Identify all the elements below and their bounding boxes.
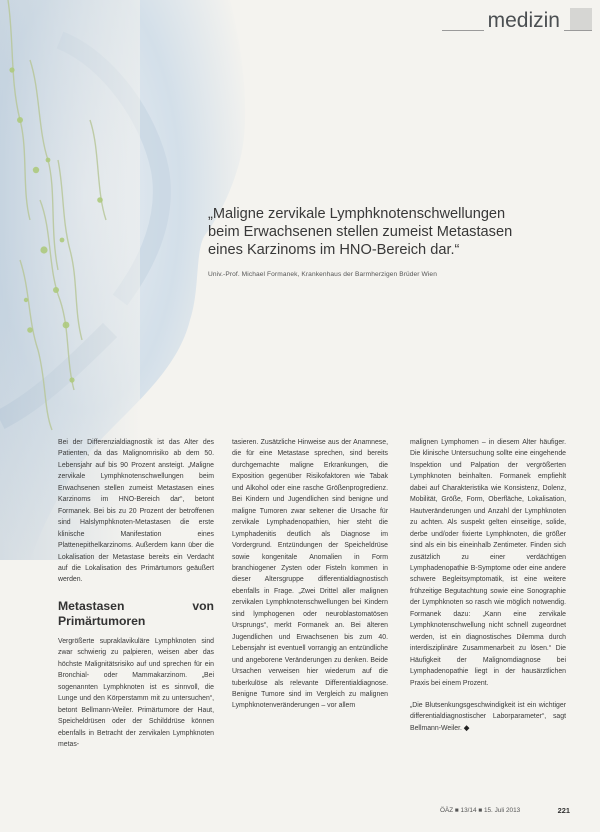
article-column-1 (58, 437, 214, 750)
paragraph: tasieren. Zusätzliche Hinweise aus der Anamnese, die für eine Metastase sprechen, sind bereits durchgemachte maligne Erkrankungen, die Exposition gegenüber Risikofaktoren wie Tabak und Alkohol oder eine rasche Größenprogredienz. Bei Kindern und Jugendlichen sind benigne und maligne Tumoren zwar seltener die Ursache für zervikale Lymphadenopathien, hier steht die Lymphadenitis deutlich als Diagnose im Vordergrund. Entzündungen der Speicheldrüse sowie kongenitale Anomalien in Form branchiogener Zysten oder Fisteln kommen in dieser Altersgruppe differentialdiagnostisch ebenfalls in Frage. „Zwei Drittel aller malignen zervikalen Lymphknotenschwellungen bei Kindern sind lymphogenen oder neuroblastomatösen Ursprungs“, merkt Formanek an. Bei älteren Jugendlichen und Erwachsenen bis zum 40. Lebensjahr ist eventuell vorrangig an entzündliche und angeborene Veränderungen zu denken. Beide Ursachen verweisen hier wiederum auf die tuberkulöse als relevante Differentialdiagnose. Benigne Tumore sind im Vergleich zu malignen Lymphknotenveränderungen – vor allem (232, 439, 388, 710)
paragraph: Vergrößerte supraklavikuläre Lymphknoten sind zwar schwierig zu palpieren, weisen aber das höchste Malignitätsrisiko auf und sprechen für ein Bronchial- oder Mammakarzinom. „Bei sogenannten Lymphknoten ist es sinnvoll, die Lunge und den Körperstamm mit zu untersuchen“, betont Bellmann-Weiler. Primärtumore der Haut, Speicheldrüsen oder der Schilddrüse können ebenfalls in Betracht der zervikalen Lymphknoten metas- (58, 637, 214, 748)
paragraph: malignen Lymphomen – in diesem Alter häufiger. Die klinische Untersuchung sollte eine eingehende Inspektion und Palpation der vergrößerten Lymphknoten beinhalten. Formanek empfiehlt dabei auf Charakteristika wie Konsistenz, Dolenz, Mobilität, Größe, Form, Oberfläche, Lokalisation, Hautveränderungen und Anzahl der Lymphknoten zu achten. Als suspekt gelten einseitige, solide, derbe und/oder fixierte Lymphknoten, die größer sind als ein bis eineinhalb Zentimeter. Finden sich zusätzlich zu einer verdächtigen Lymphadenopathie B-Symptome oder eine andere schwere Begleitsymptomatik, ist eine weitere frühzeitige Begutachtung sowie eine Sonographie der Lymphknoten so rasch wie möglich notwendig. Formanek dazu: „Kann eine zervikale Lymphknotenschwellung nicht schnell zugeordnet werden, ist ein diagnostisches Dilemma durch interdisziplinäre Zusammenarbeit zu lösen.“ Die Häufigkeit der Malignomdiagnose bei Lymphadenopathie liegt in der hausärztlichen Praxis bei einem Prozent. (410, 439, 566, 687)
pull-quote-text: „Maligne zervikale Lymphknotenschwellungen beim Erwachsenen stellen zumeist Metastasen eines Karzinoms im HNO-Bereich dar.“ (208, 206, 513, 258)
section-header (442, 4, 592, 40)
article-column-2 (232, 437, 388, 712)
page-footer (440, 807, 570, 819)
page-number: 221 (557, 806, 570, 815)
pull-quote (208, 205, 533, 278)
header-tab-mark (570, 8, 592, 30)
paragraph: Bei der Differenzialdiagnostik ist das Alter des Patienten, da das Malignomrisiko ab dem 50. Lebensjahr auf bis 90 Prozent ansteigt. „Maligne zervikale Lymphknotenschwellungen beim Erwachsenen stellen zumeist Metastasen eines Karzinoms im HNO-Bereich dar“, betont Formanek. Bei bis zu 20 Prozent der betroffenen sind Halslymphknoten-Metastasen die erste klinische Manifestation eines Plattenepithelkarzinoms. Außerdem kann über die Lokalisation der Metastase bereits ein Verdacht auf die Lokalisation des Primärtumors geäußert werden. (58, 439, 214, 584)
closing-paragraph (410, 700, 566, 734)
pull-quote-author: Univ.-Prof. Michael Formanek, Krankenhaus der Barmherzigen Brüder Wien (208, 271, 437, 278)
closing-text: „Die Blutsenkungsgeschwindigkeit ist ein wichtiger differentialdiagnostischer Laborparameter“, sagt Bellmann-Weiler. (410, 701, 566, 732)
section-heading: Metastasen von Primärtumoren (58, 598, 214, 628)
article-column-3 (410, 437, 566, 734)
issue-info: ÖÄZ ■ 13/14 ■ 15. Juli 2013 (440, 807, 521, 814)
article-body (58, 437, 566, 802)
section-label: medizin (484, 9, 564, 33)
end-of-article-icon: ◆ (463, 724, 470, 732)
